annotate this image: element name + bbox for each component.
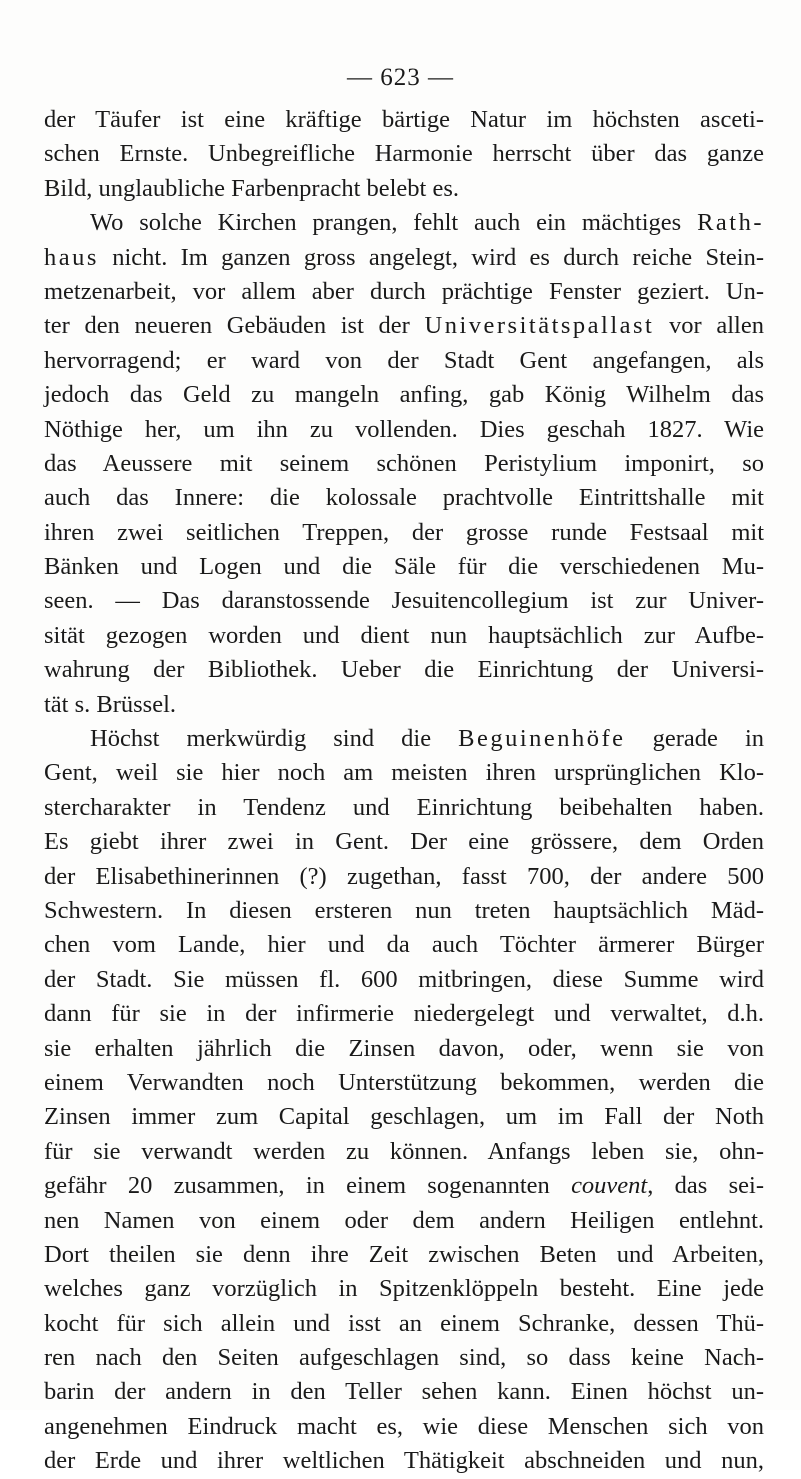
text-line: gefähr 20 zusammen, in einem sogenannten couvent, das sei- <box>44 1172 764 1200</box>
emphasis-spaced: Rath- <box>697 209 764 237</box>
text-line: sie erhalten jährlich die Zinsen davon, oder, wenn sie von <box>44 1034 764 1062</box>
text-line: seen. — Das daranstossende Jesuitencollegium ist zur Univer- <box>44 587 764 615</box>
text-line: Nöthige her, um ihn zu vollenden. Dies geschah 1827. Wie <box>44 415 764 443</box>
text-line: Bänken und Logen und die Säle für die verschiedenen Mu- <box>44 553 764 581</box>
text-line: Zinsen immer zum Capital geschlagen, um im Fall der Noth <box>44 1103 764 1131</box>
text-line: einem Verwandten noch Unterstützung bekommen, werden die <box>44 1068 764 1096</box>
text-line: Bild, unglaubliche Farbenpracht belebt es. <box>44 174 460 202</box>
emphasis-spaced: Universitätspallast <box>424 312 655 340</box>
text-line: kocht für sich allein und isst an einem Schranke, dessen Thü- <box>44 1309 764 1337</box>
text-line: jedoch das Geld zu mangeln anfing, gab König Wilhelm das <box>44 381 764 409</box>
text-line: nen Namen von einem oder dem andern Heiligen entlehnt. <box>44 1206 764 1234</box>
text-line: angenehmen Eindruck macht es, wie diese Menschen sich von <box>44 1412 764 1440</box>
text-line: barin der andern in den Teller sehen kann. Einen höchst un- <box>44 1378 764 1406</box>
text-line: ihren zwei seitlichen Treppen, der grosse runde Festsaal mit <box>44 518 764 546</box>
text-line: Wo solche Kirchen prangen, fehlt auch ein mächtiges Rath- <box>90 209 764 237</box>
emphasis-spaced: haus <box>44 243 99 271</box>
emphasis-italic: couvent <box>571 1172 648 1200</box>
text-line: sität gezogen worden und dient nun hauptsächlich zur Aufbe- <box>44 621 764 649</box>
emphasis-spaced: Beguinenhöfe <box>458 725 626 753</box>
text-line: Gent, weil sie hier noch am meisten ihren ursprünglichen Klo- <box>44 759 764 787</box>
text-line: Dort theilen sie denn ihre Zeit zwischen Beten und Arbeiten, <box>44 1240 764 1268</box>
text-line: dann für sie in der infirmerie niedergelegt und verwaltet, d.h. <box>44 1000 764 1028</box>
text-line: der Stadt. Sie müssen fl. 600 mitbringen, diese Summe wird <box>44 965 764 993</box>
text-line: Höchst merkwürdig sind die Beguinenhöfe gerade in <box>90 725 764 753</box>
text-line: chen vom Lande, hier und da auch Töchter ärmerer Bürger <box>44 931 764 959</box>
text-line: ter den neueren Gebäuden ist der Universitätspallast vor allen <box>44 312 764 340</box>
text-line: auch das Innere: die kolossale prachtvolle Eintrittshalle mit <box>44 484 764 512</box>
text-line: das Aeussere mit seinem schönen Peristylium imponirt, so <box>44 449 764 477</box>
text-line: für sie verwandt werden zu können. Anfangs leben sie, ohn- <box>44 1137 764 1165</box>
text-line: haus nicht. Im ganzen gross angelegt, wird es durch reiche Stein- <box>44 243 764 271</box>
text-line: ren nach den Seiten aufgeschlagen sind, so dass keine Nach- <box>44 1344 764 1372</box>
body-text <box>44 103 764 1479</box>
text-line: wahrung der Bibliothek. Ueber die Einrichtung der Universi- <box>44 656 764 684</box>
text-line: hervorragend; er ward von der Stadt Gent angefangen, als <box>44 346 764 374</box>
text-line: Es giebt ihrer zwei in Gent. Der eine grössere, dem Orden <box>44 828 764 856</box>
text-line: stercharakter in Tendenz und Einrichtung beibehalten haben. <box>44 793 764 821</box>
text-line: schen Ernste. Unbegreifliche Harmonie herrscht über das ganze <box>44 140 764 168</box>
text-line: der Elisabethinerinnen (?) zugethan, fasst 700, der andere 500 <box>44 862 764 890</box>
text-line: Schwestern. In diesen ersteren nun treten hauptsächlich Mäd- <box>44 896 764 924</box>
text-line: welches ganz vorzüglich in Spitzenklöppeln besteht. Eine jede <box>44 1275 764 1303</box>
page-number: — 623 — <box>347 64 454 91</box>
text-line: der Erde und ihrer weltlichen Thätigkeit abschneiden und nun, <box>44 1447 764 1475</box>
text-line: metzenarbeit, vor allem aber durch prächtige Fenster geziert. Un- <box>44 277 764 305</box>
text-line: der Täufer ist eine kräftige bärtige Natur im höchsten asceti- <box>44 106 764 133</box>
text-line: tät s. Brüssel. <box>44 690 177 718</box>
